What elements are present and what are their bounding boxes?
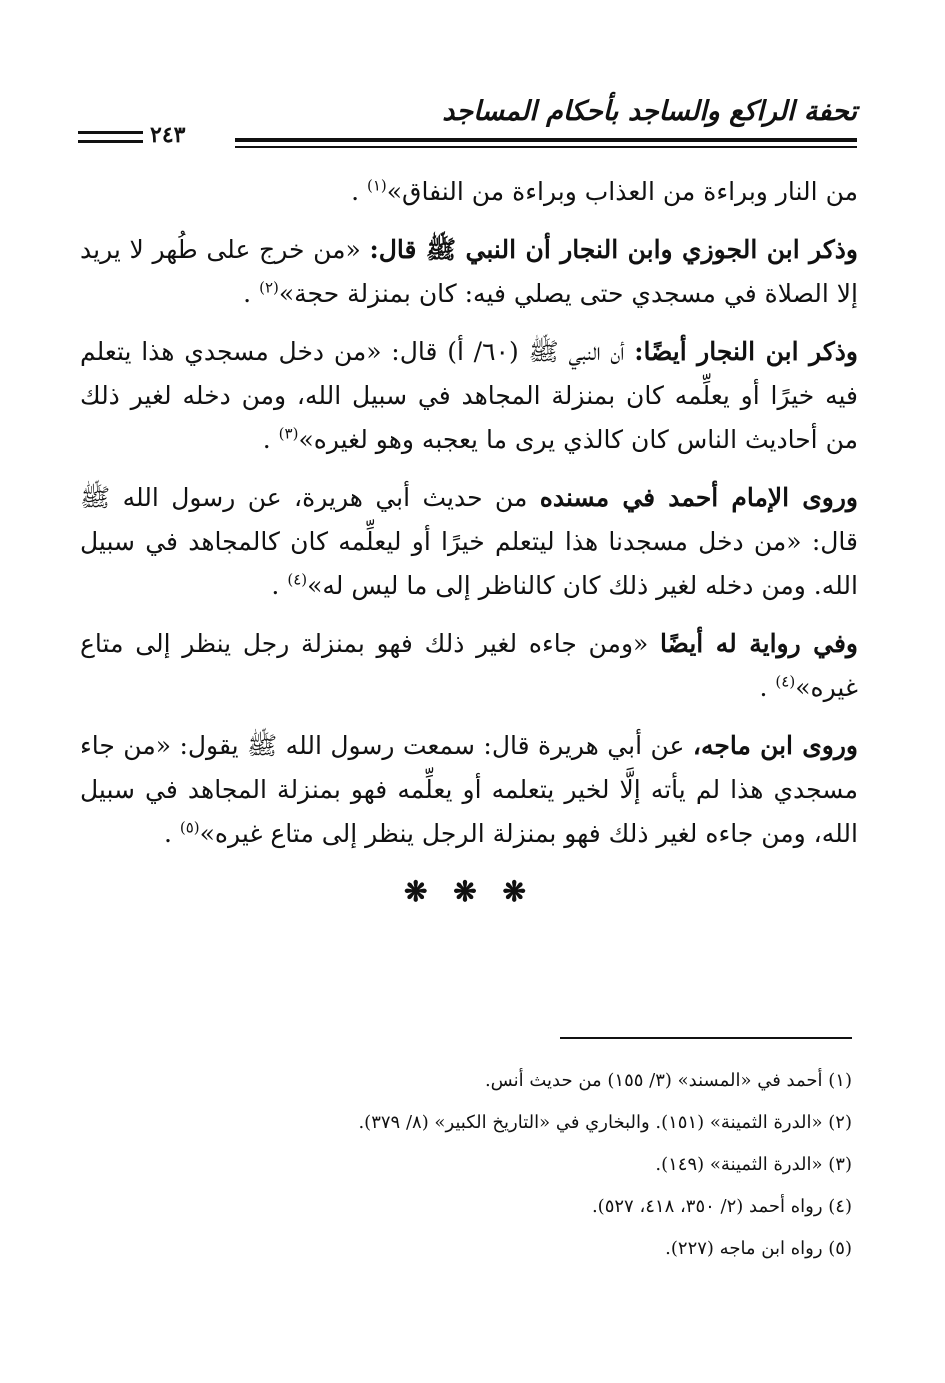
footnotes bbox=[120, 1060, 852, 1270]
paragraph-4 bbox=[80, 476, 858, 608]
paragraph-text: عن أبي هريرة قال: سمعت رسول الله ﷺ يقول: «من جاء مسجدي هذا لم يأته إلَّا لخير يتعلمه أو يعلِّمه فهو بمنزلة المجاهد في سبيل الله، ومن جاءه لغير ذلك فهو بمنزلة الرجل ينظر إلى متاع غيره» bbox=[80, 731, 858, 848]
paragraph-lead: وذكر ابن الجوزي وابن النجار أن النبي ﷺ قال: bbox=[369, 235, 858, 264]
header-rule-left-bottom bbox=[78, 140, 143, 143]
paragraph-3 bbox=[80, 330, 858, 462]
footnote-ref: (٤) bbox=[775, 672, 796, 691]
footnote-ref: (٥) bbox=[179, 818, 200, 837]
paragraph-text: أن النبي ﷺ (٦٠/ أ) قال: «من دخل مسجدي هذا يتعلم فيه خيرًا أو يعلِّمه كان بمنزلة المجاهد في سبيل الله، ومن دخله لغير ذلك من أحاديث الناس كان كالذي يرى ما يعجبه وهو لغيره» bbox=[80, 337, 858, 454]
body-text bbox=[80, 170, 858, 914]
paragraph-text: من النار وبراءة من العذاب وبراءة من النفاق» bbox=[386, 177, 858, 206]
footnote-1: (١) أحمد في «المسند» (٣/ ١٥٥) من حديث أنس. bbox=[484, 1070, 852, 1091]
footnote-ref: (٤) bbox=[287, 570, 308, 589]
paragraph-lead: وذكر ابن النجار أيضًا: bbox=[634, 337, 858, 366]
footnote-4: (٤) رواه أحمد (٢/ ٣٥٠، ٤١٨، ٥٢٧). bbox=[591, 1196, 852, 1217]
footnote-ref: (٣) bbox=[278, 424, 299, 443]
page-number: ٢٤٣ bbox=[150, 122, 186, 148]
footnote-divider bbox=[560, 1037, 852, 1039]
running-title: تحفة الراكع والساجد بأحكام المساجد bbox=[442, 96, 857, 127]
header-rule-right-thick bbox=[235, 138, 857, 142]
section-separator-stars: ❋ ❋ ❋ bbox=[404, 875, 534, 908]
paragraph-text: «من خرج على طُهر لا يريد إلا الصلاة في مسجدي حتى يصلي فيه: كان بمنزلة حجة» bbox=[80, 235, 858, 308]
paragraph-5 bbox=[80, 622, 858, 710]
footnote-3: (٣) «الدرة الثمينة» (١٤٩). bbox=[655, 1154, 852, 1175]
paragraph-text: من حديث أبي هريرة، عن رسول الله ﷺ قال: «من دخل مسجدنا هذا ليتعلم خيرًا أو ليعلِّمه كان كالمجاهد في سبيل الله. ومن دخله لغير ذلك كان كالناظر إلى ما ليس له» bbox=[80, 483, 858, 600]
paragraph-end: . bbox=[759, 673, 776, 702]
paragraph-2 bbox=[80, 228, 858, 316]
paragraph-end: . bbox=[163, 819, 180, 848]
paragraph-lead: وروى الإمام أحمد في مسنده bbox=[539, 483, 858, 512]
footnote-ref: (١) bbox=[366, 176, 387, 195]
header-rule-left-top bbox=[78, 131, 143, 134]
footnote-5: (٥) رواه ابن ماجه (٢٢٧). bbox=[665, 1238, 852, 1259]
paragraph-1 bbox=[80, 170, 858, 214]
paragraph-text: «ومن جاءه لغير ذلك فهو بمنزلة رجل ينظر إلى متاع غيره» bbox=[80, 629, 858, 702]
footnote-ref: (٢) bbox=[259, 278, 279, 297]
paragraph-end: . bbox=[271, 571, 288, 600]
footnote-2: (٢) «الدرة الثمينة» (١٥١). والبخاري في «التاريخ الكبير» (٨/ ٣٧٩). bbox=[358, 1112, 852, 1133]
paragraph-end: . bbox=[243, 279, 260, 308]
paragraph-lead: وفي رواية له أيضًا bbox=[660, 629, 858, 658]
paragraph-end: . bbox=[262, 425, 279, 454]
paragraph-6 bbox=[80, 724, 858, 856]
header-rule-right-thin bbox=[235, 146, 857, 148]
paragraph-lead: وروى ابن ماجه، bbox=[692, 731, 859, 760]
paragraph-end: . bbox=[351, 177, 367, 206]
